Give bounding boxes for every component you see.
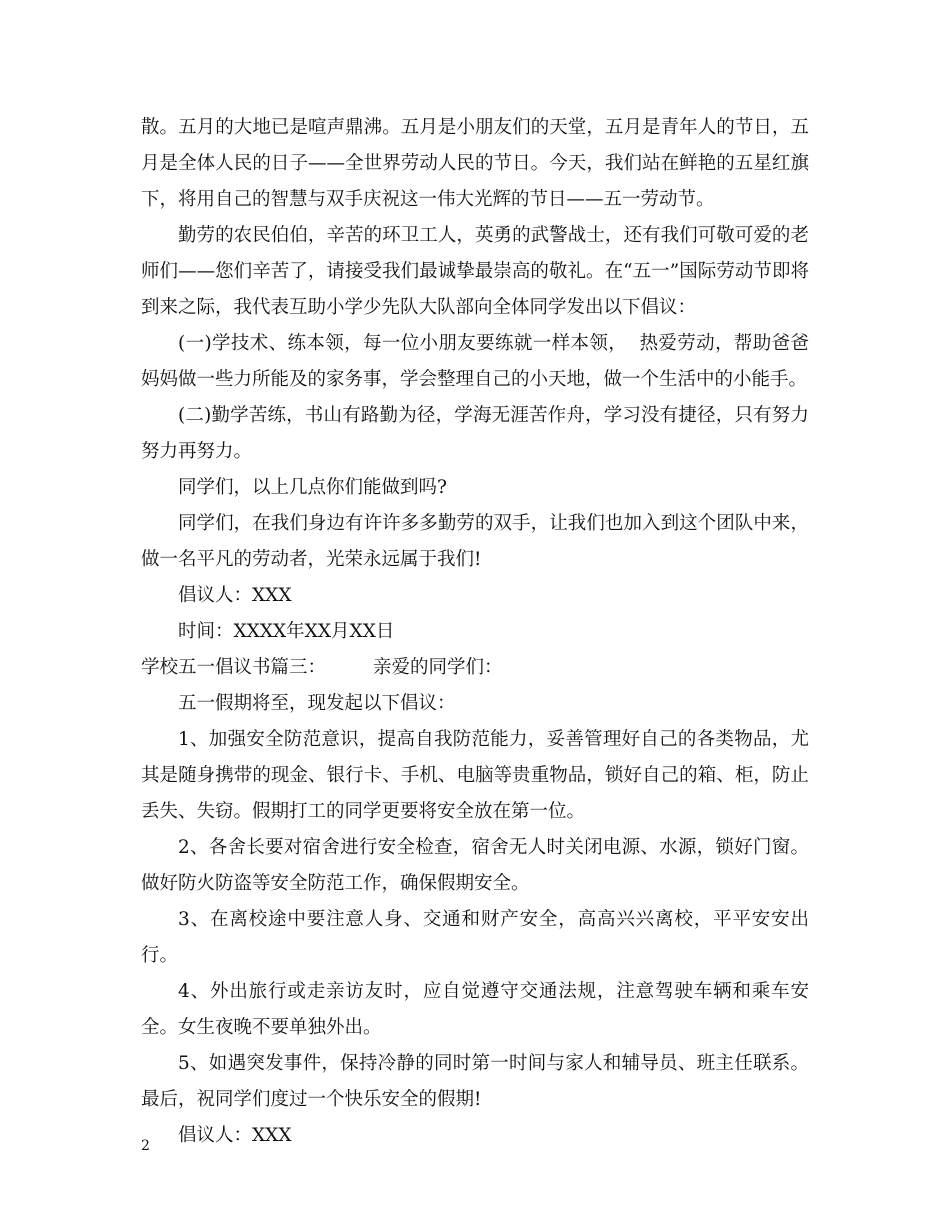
paragraph-1: 散。五月的大地已是喧声鼎沸。五月是小朋友们的天堂，五月是青年人的节日，五月是全体人民的日子——全世界劳动人民的节日。今天，我们站在鲜艳的五星红旗下，将用自己的智慧与双手庆祝这一伟大光辉的节日——五一劳动节。: [141, 117, 809, 210]
paragraph-3: (一)学技术、练本领，每一位小朋友要练就一样本领， 热爱劳动，帮助爸爸妈妈做一些力所能及的家务事，学会整理自己的小天地，做一个生活中的小能手。: [141, 333, 809, 390]
page-number: 2: [141, 1138, 150, 1154]
item-1: 1、加强安全防范意识，提高自我防范能力，妥善管理好自己的各类物品，尤其是随身携带的现金、银行卡、手机、电脑等贵重物品，锁好自己的箱、柜，防止丢失、失窃。假期打工的同学更要将安全放在第一位。: [141, 729, 809, 822]
item-4: 4、外出旅行或走亲访友时，应自觉遵守交通法规，注意驾驶车辆和乘车安全。女生夜晚不要单独外出。: [141, 981, 809, 1038]
proposer-line-1: 倡议人：XXX: [178, 585, 292, 606]
proposer-line-2: 倡议人：XXX: [178, 1125, 292, 1146]
date-line: 时间：XXXX年XX月XX日: [178, 621, 395, 642]
section-heading-part-three: 学校五一倡议书篇三： 亲爱的同学们：: [141, 657, 503, 678]
paragraph-intro: 五一假期将至，现发起以下倡议：: [178, 693, 456, 714]
item-3: 3、在离校途中要注意人身、交通和财产安全，高高兴兴离校，平平安安出行。: [141, 909, 809, 966]
item-5: 5、如遇突发事件，保持冷静的同时第一时间与家人和辅导员、班主任联系。最后，祝同学们度过一个快乐安全的假期!: [141, 1053, 809, 1110]
paragraph-6: 同学们，在我们身边有许许多多勤劳的双手，让我们也加入到这个团队中来，做一名平凡的劳动者，光荣永远属于我们!: [141, 513, 809, 570]
item-2: 2、各舍长要对宿舍进行安全检查，宿舍无人时关闭电源、水源，锁好门窗。做好防火防盗等安全防范工作，确保假期安全。: [141, 837, 809, 894]
paragraph-5: 同学们，以上几点你们能做到吗?: [178, 477, 447, 498]
paragraph-4: (二)勤学苦练，书山有路勤为径，学海无涯苦作舟，学习没有捷径，只有努力努力再努力。: [141, 405, 809, 462]
paragraph-2: 勤劳的农民伯伯，辛苦的环卫工人，英勇的武警战士，还有我们可敬可爱的老师们——您们辛苦了，请接受我们最诚挚最崇高的敬礼。在“五一”国际劳动节即将到来之际，我代表互助小学少先队大队部向全体同学发出以下倡议：: [141, 225, 809, 318]
document-body: [141, 110, 809, 1154]
